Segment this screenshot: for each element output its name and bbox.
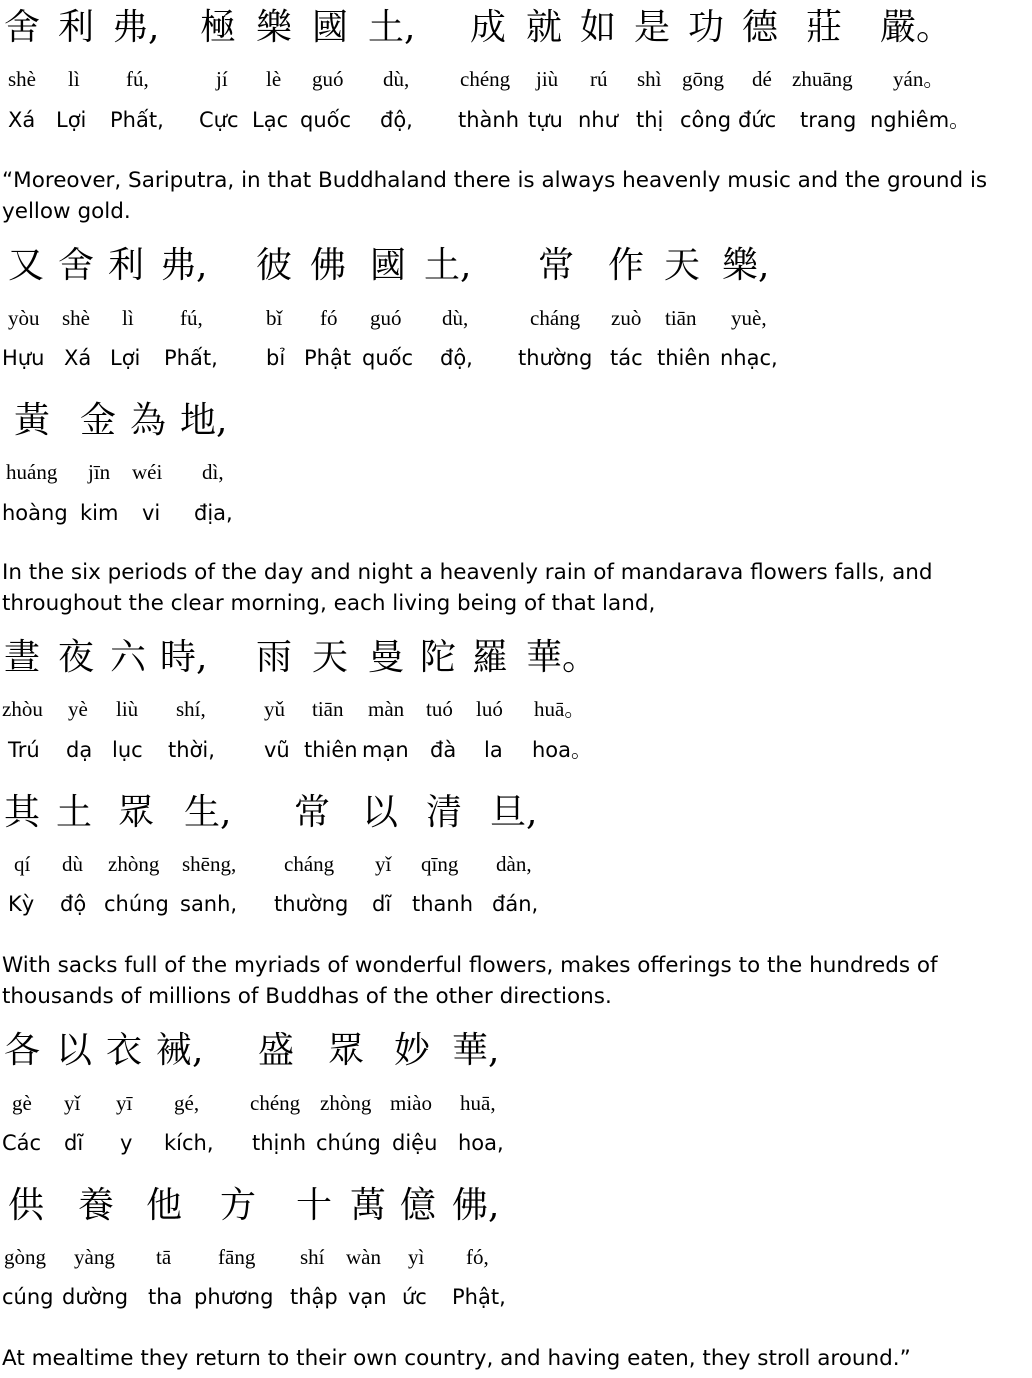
pinyin-syllable: qí xyxy=(14,852,31,876)
chinese-char: 裓, xyxy=(156,1030,204,1071)
chinese-char: 養 xyxy=(78,1185,115,1226)
chinese-char: 其 xyxy=(4,792,41,833)
chinese-char: 樂, xyxy=(722,245,770,286)
pinyin-syllable: shēng, xyxy=(182,852,237,876)
vietnamese-word: Phật xyxy=(304,346,352,370)
vietnamese-word: vi xyxy=(142,501,161,525)
chinese-char: 生, xyxy=(184,792,232,833)
chinese-char: 六 xyxy=(110,637,147,678)
pinyin-syllable: guó xyxy=(370,306,402,330)
chinese-char: 利 xyxy=(108,245,145,286)
vietnamese-word: đà xyxy=(430,738,457,762)
pinyin-syllable: tā xyxy=(156,1245,172,1269)
chinese-char: 為 xyxy=(130,400,167,441)
chinese-char: 盛 xyxy=(258,1030,295,1071)
vietnamese-word: Hựu xyxy=(2,346,45,370)
vietnamese-word: y xyxy=(120,1131,133,1155)
vietnamese-word: quốc xyxy=(362,346,414,370)
chinese-char: 天 xyxy=(664,245,701,286)
vietnamese-word: mạn xyxy=(362,738,409,762)
pinyin-syllable: fó xyxy=(320,306,338,330)
chinese-char: 是 xyxy=(634,7,671,48)
vietnamese-word: bỉ xyxy=(266,346,286,370)
vietnamese-word: độ, xyxy=(380,108,413,132)
pinyin-syllable: wéi xyxy=(132,460,163,484)
vietnamese-word: Lợi xyxy=(110,346,141,370)
vietnamese-word: Kỳ xyxy=(8,892,35,916)
chinese-char: 供 xyxy=(8,1185,45,1226)
vietnamese-word: thanh xyxy=(412,892,474,916)
pinyin-syllable: shí xyxy=(300,1245,325,1269)
vietnamese-word: đán, xyxy=(492,892,539,916)
chinese-char: 華, xyxy=(452,1030,500,1071)
vietnamese-word: đức xyxy=(738,108,777,132)
chinese-char: 黃 xyxy=(14,400,51,441)
pinyin-syllable: zhòng xyxy=(320,1091,372,1115)
vietnamese-word: thành xyxy=(458,108,520,132)
pinyin-syllable: wàn xyxy=(346,1245,381,1269)
vietnamese-word: vạn xyxy=(348,1285,387,1309)
pinyin-syllable: luó xyxy=(476,697,503,721)
vietnamese-word: trang xyxy=(800,108,857,132)
chinese-char: 金 xyxy=(80,400,117,441)
vietnamese-word: quốc xyxy=(300,108,352,132)
pinyin-syllable: jiù xyxy=(536,67,559,91)
vietnamese-word: lục xyxy=(112,738,143,762)
vietnamese-word: Trú xyxy=(8,738,40,762)
pinyin-syllable: yī xyxy=(116,1091,133,1115)
chinese-char: 億 xyxy=(400,1185,437,1226)
vietnamese-word: thời, xyxy=(168,738,215,762)
vietnamese-word: thiên xyxy=(304,738,358,762)
vietnamese-word: kim xyxy=(80,501,119,525)
pinyin-syllable: cháng xyxy=(530,306,581,330)
chinese-char: 眾 xyxy=(328,1030,365,1071)
pinyin-syllable: màn xyxy=(368,697,405,721)
chinese-char: 樂 xyxy=(256,7,293,48)
vietnamese-word: hoàng xyxy=(2,501,68,525)
vietnamese-word: la xyxy=(484,738,503,762)
pinyin-syllable: huáng xyxy=(6,460,58,484)
chinese-char: 國 xyxy=(312,7,349,48)
chinese-char: 極 xyxy=(200,7,237,48)
pinyin-syllable: shì xyxy=(637,67,662,91)
chinese-char: 以 xyxy=(56,1030,93,1071)
pinyin-syllable: zhuāng xyxy=(792,67,853,91)
pinyin-syllable: huā, xyxy=(460,1091,496,1115)
pinyin-syllable: zhòu xyxy=(2,697,43,721)
chinese-char: 常 xyxy=(538,245,575,286)
chinese-char: 清 xyxy=(426,792,463,833)
chinese-char: 旦, xyxy=(490,792,538,833)
chinese-char: 國 xyxy=(370,245,407,286)
pinyin-syllable: yǔ xyxy=(264,697,285,721)
chinese-char: 方 xyxy=(220,1185,257,1226)
vietnamese-word: dĩ xyxy=(64,1131,84,1155)
vietnamese-word: sanh, xyxy=(180,892,238,916)
pinyin-syllable: fó, xyxy=(466,1245,489,1269)
pinyin-syllable: yòu xyxy=(8,306,40,330)
chinese-char: 土, xyxy=(424,245,472,286)
chinese-char: 眾 xyxy=(118,792,155,833)
vietnamese-word: nghiêm。 xyxy=(870,108,971,132)
chinese-char: 陀 xyxy=(420,637,457,678)
vietnamese-word: vũ xyxy=(264,738,290,762)
vietnamese-word: tác xyxy=(610,346,643,370)
vietnamese-word: dạ xyxy=(66,738,93,762)
chinese-char: 弗, xyxy=(112,7,160,48)
vietnamese-word: Các xyxy=(2,1131,42,1155)
chinese-char: 土 xyxy=(56,792,93,833)
vietnamese-word: chúng xyxy=(104,892,169,916)
vietnamese-word: như xyxy=(578,108,618,132)
pinyin-syllable: fāng xyxy=(218,1245,256,1269)
english-translation: In the six periods of the day and night a heavenly rain of mandarava flowers falls, and throughout the clear morning, each living being of that land, xyxy=(2,560,933,616)
pinyin-syllable: bǐ xyxy=(266,306,283,330)
pinyin-syllable: lì xyxy=(122,306,134,330)
chinese-char: 土, xyxy=(368,7,416,48)
chinese-char: 弗, xyxy=(160,245,208,286)
chinese-char: 利 xyxy=(58,7,95,48)
vietnamese-word: Phất, xyxy=(164,346,218,370)
chinese-char: 功 xyxy=(688,7,725,48)
pinyin-syllable: tiān xyxy=(665,306,697,330)
pinyin-syllable: yán。 xyxy=(893,67,945,91)
pinyin-syllable: lì xyxy=(68,67,80,91)
chinese-char: 地, xyxy=(180,400,228,441)
pinyin-syllable: gè xyxy=(12,1091,32,1115)
pinyin-syllable: yǐ xyxy=(64,1091,81,1115)
pinyin-syllable: huā。 xyxy=(534,697,586,721)
pinyin-syllable: fú, xyxy=(180,306,203,330)
chinese-char: 妙 xyxy=(394,1030,431,1071)
chinese-char: 十 xyxy=(296,1185,333,1226)
chinese-char: 羅 xyxy=(472,637,509,678)
pinyin-syllable: yàng xyxy=(74,1245,115,1269)
chinese-char: 常 xyxy=(294,792,331,833)
chinese-char: 作 xyxy=(608,245,645,286)
english-translation: “Moreover, Sariputra, in that Buddhaland there is always heavenly music and the ground is yellow gold. xyxy=(2,168,988,224)
pinyin-syllable: gōng xyxy=(682,67,724,91)
pinyin-syllable: dàn, xyxy=(496,852,532,876)
chinese-char: 又 xyxy=(8,245,45,286)
chinese-char: 佛, xyxy=(452,1185,500,1226)
pinyin-syllable: zhòng xyxy=(108,852,160,876)
vietnamese-word: hoa, xyxy=(458,1131,504,1155)
pinyin-syllable: tiān xyxy=(312,697,344,721)
pinyin-syllable: chéng xyxy=(250,1091,301,1115)
pinyin-syllable: cháng xyxy=(284,852,335,876)
chinese-char: 舍 xyxy=(4,7,41,48)
chinese-char: 衣 xyxy=(106,1030,143,1071)
pinyin-syllable: yì xyxy=(408,1245,425,1269)
chinese-char: 華。 xyxy=(526,637,599,678)
vietnamese-word: phương xyxy=(194,1285,274,1309)
pinyin-syllable: gé, xyxy=(174,1091,200,1115)
chinese-char: 就 xyxy=(526,7,563,48)
pinyin-syllable: dì, xyxy=(202,460,224,484)
chinese-char: 各 xyxy=(4,1030,41,1071)
pinyin-syllable: rú xyxy=(590,67,608,91)
pinyin-syllable: shè xyxy=(8,67,36,91)
vietnamese-word: thị xyxy=(636,108,664,132)
chinese-char: 彼 xyxy=(256,245,293,286)
pinyin-syllable: yè xyxy=(68,697,88,721)
pinyin-syllable: dù xyxy=(62,852,83,876)
chinese-char: 夜 xyxy=(58,637,95,678)
vietnamese-word: Cực xyxy=(199,108,239,132)
vietnamese-word: địa, xyxy=(194,501,233,525)
vietnamese-word: kích, xyxy=(164,1131,214,1155)
chinese-char: 嚴。 xyxy=(880,7,953,48)
pinyin-syllable: yuè, xyxy=(731,306,767,330)
pinyin-syllable: jí xyxy=(216,67,228,91)
vietnamese-word: Lạc xyxy=(252,108,289,132)
vietnamese-word: ức xyxy=(402,1285,427,1309)
vietnamese-word: dĩ xyxy=(372,892,392,916)
vietnamese-word: thập xyxy=(290,1285,338,1309)
vietnamese-word: Phất, xyxy=(110,108,164,132)
pinyin-syllable: fú, xyxy=(126,67,149,91)
vietnamese-word: thường xyxy=(274,892,349,916)
vietnamese-word: thiên xyxy=(657,346,711,370)
pinyin-syllable: tuó xyxy=(426,697,453,721)
chinese-char: 曼 xyxy=(368,637,405,678)
pinyin-syllable: yǐ xyxy=(375,852,392,876)
pinyin-syllable: dé xyxy=(752,67,772,91)
pinyin-syllable: lè xyxy=(266,67,282,91)
english-translation: At mealtime they return to their own country, and having eaten, they stroll around.” xyxy=(2,1346,911,1371)
vietnamese-word: Xá xyxy=(64,346,92,370)
pinyin-syllable: qīng xyxy=(421,852,459,876)
pinyin-syllable: shè xyxy=(62,306,90,330)
vietnamese-word: hoa。 xyxy=(532,738,593,762)
chinese-char: 以 xyxy=(362,792,399,833)
chinese-char: 佛 xyxy=(310,245,347,286)
pinyin-syllable: gòng xyxy=(4,1245,46,1269)
vietnamese-word: độ, xyxy=(440,346,473,370)
chinese-char: 舍 xyxy=(58,245,95,286)
english-translation: With sacks full of the myriads of wonderful flowers, makes offerings to the hundreds of thousands of millions of Buddhas of the other directions. xyxy=(2,953,938,1009)
pinyin-syllable: miào xyxy=(390,1091,432,1115)
chinese-char: 晝 xyxy=(4,637,41,678)
vietnamese-word: chúng xyxy=(316,1131,381,1155)
vietnamese-word: nhạc, xyxy=(720,346,778,370)
pinyin-syllable: zuò xyxy=(611,306,642,330)
pinyin-syllable: guó xyxy=(312,67,344,91)
vietnamese-word: cúng xyxy=(2,1285,54,1309)
pinyin-syllable: jīn xyxy=(88,460,111,484)
vietnamese-word: Phật, xyxy=(452,1285,506,1309)
chinese-char: 雨 xyxy=(256,637,293,678)
pinyin-syllable: liù xyxy=(116,697,139,721)
chinese-char: 天 xyxy=(312,637,349,678)
vietnamese-word: thịnh xyxy=(252,1131,306,1155)
chinese-char: 萬 xyxy=(350,1185,387,1226)
chinese-char: 他 xyxy=(146,1185,183,1226)
vietnamese-word: tha xyxy=(148,1285,183,1309)
chinese-char: 時, xyxy=(160,637,208,678)
chinese-char: 莊 xyxy=(806,7,843,48)
vietnamese-word: Xá xyxy=(8,108,36,132)
vietnamese-word: độ xyxy=(60,892,87,916)
pinyin-syllable: chéng xyxy=(460,67,511,91)
vietnamese-word: thường xyxy=(518,346,593,370)
vietnamese-word: diệu xyxy=(392,1131,438,1155)
vietnamese-word: Lợi xyxy=(56,108,87,132)
vietnamese-word: tựu xyxy=(528,108,563,132)
pinyin-syllable: shí, xyxy=(176,697,206,721)
vietnamese-word: dường xyxy=(62,1285,129,1309)
pinyin-syllable: dù, xyxy=(442,306,469,330)
chinese-char: 成 xyxy=(470,7,507,48)
vietnamese-word: công xyxy=(680,108,732,132)
chinese-char: 德 xyxy=(742,7,779,48)
pinyin-syllable: dù, xyxy=(383,67,410,91)
chinese-char: 如 xyxy=(580,7,617,48)
